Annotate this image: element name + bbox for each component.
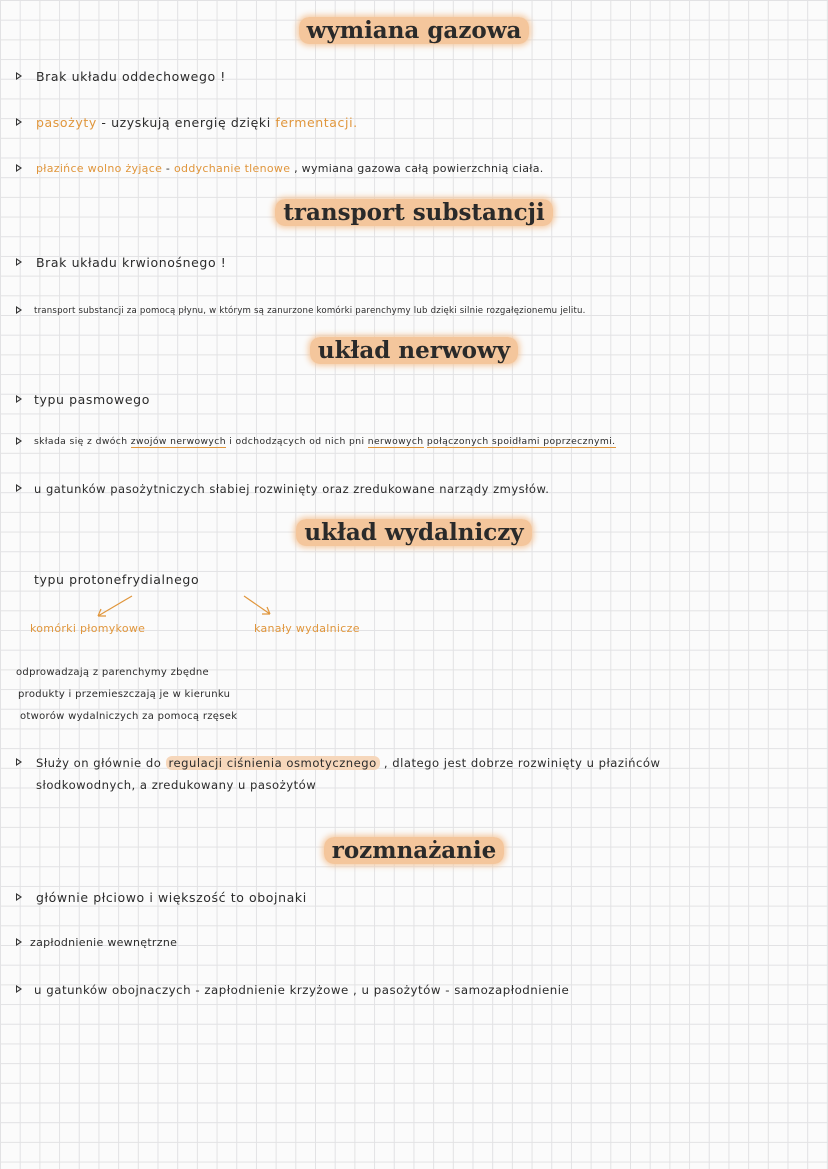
reproduction-bullet-2: zapłodnienie wewnętrzne [30,936,178,949]
arrow-left-icon [90,592,140,622]
bullet-marker [16,484,22,492]
bullet-marker [16,395,22,403]
reproduction-bullet-3: u gatunków obojnaczych - zapłodnienie krzyżowe , u pasożytów - samozapłodnienie [34,983,570,997]
excretory-note-line-1: odprowadzają z parenchymy zbędne [16,667,210,678]
arrow-right-icon [240,592,280,622]
bullet-marker [16,164,22,172]
gas-bullet-3: płazińce wolno żyjące - oddychanie tlenowe , wymiana gazowa całą powierzchnią ciała. [36,162,544,175]
transport-bullet-1: Brak układu krwionośnego ! [36,255,227,270]
excretory-note-line-2: produkty i przemieszczają je w kierunku [18,689,231,700]
excretory-note-line-3: otworów wydalniczych za pomocą rzęsek [20,711,238,722]
bullet-marker [16,437,22,445]
heading-gas-exchange: wymiana gazowa [0,16,828,46]
nervous-bullet-2: składa się z dwóch zwojów nerwowych i odchodzących od nich pni nerwowych połączonych spoidłami poprzecznymi. [34,436,616,447]
excretory-bullet-1: Służy on głównie do regulacji ciśnienia osmotycznego , dlatego jest dobrze rozwinięty u płazińców [36,756,661,770]
bullet-marker [16,985,22,993]
bullet-marker [16,306,22,314]
bullet-marker [16,118,22,126]
nervous-bullet-3: u gatunków pasożytniczych słabiej rozwinięty oraz zredukowane narządy zmysłów. [34,482,550,496]
heading-excretory-system: układ wydalniczy [0,518,828,548]
excretory-type: typu protonefrydialnego [34,572,200,587]
heading-transport: transport substancji [0,198,828,228]
heading-reproduction: rozmnażanie [0,836,828,866]
excretory-right-label: kanały wydalnicze [254,622,360,635]
excretory-left-label: komórki płomykowe [30,622,146,635]
bullet-marker [16,893,22,901]
heading-nervous-system: układ nerwowy [0,336,828,366]
bullet-marker [16,72,22,80]
nervous-bullet-1: typu pasmowego [34,392,150,407]
bullet-marker [16,258,22,266]
reproduction-bullet-1: głównie płciowo i większość to obojnaki [36,890,307,905]
bullet-marker [16,938,22,946]
transport-bullet-2: transport substancji za pomocą płynu, w którym są zanurzone komórki parenchymy lub dzięki silnie rozgałęzionemu jelitu. [34,306,586,316]
gas-bullet-2: pasożyty - uzyskują energię dzięki fermentacji. [36,115,358,130]
excretory-bullet-1-continued: słodkowodnych, a zredukowany u pasożytów [36,778,317,792]
gas-bullet-1: Brak układu oddechowego ! [36,69,226,84]
bullet-marker [16,758,22,766]
